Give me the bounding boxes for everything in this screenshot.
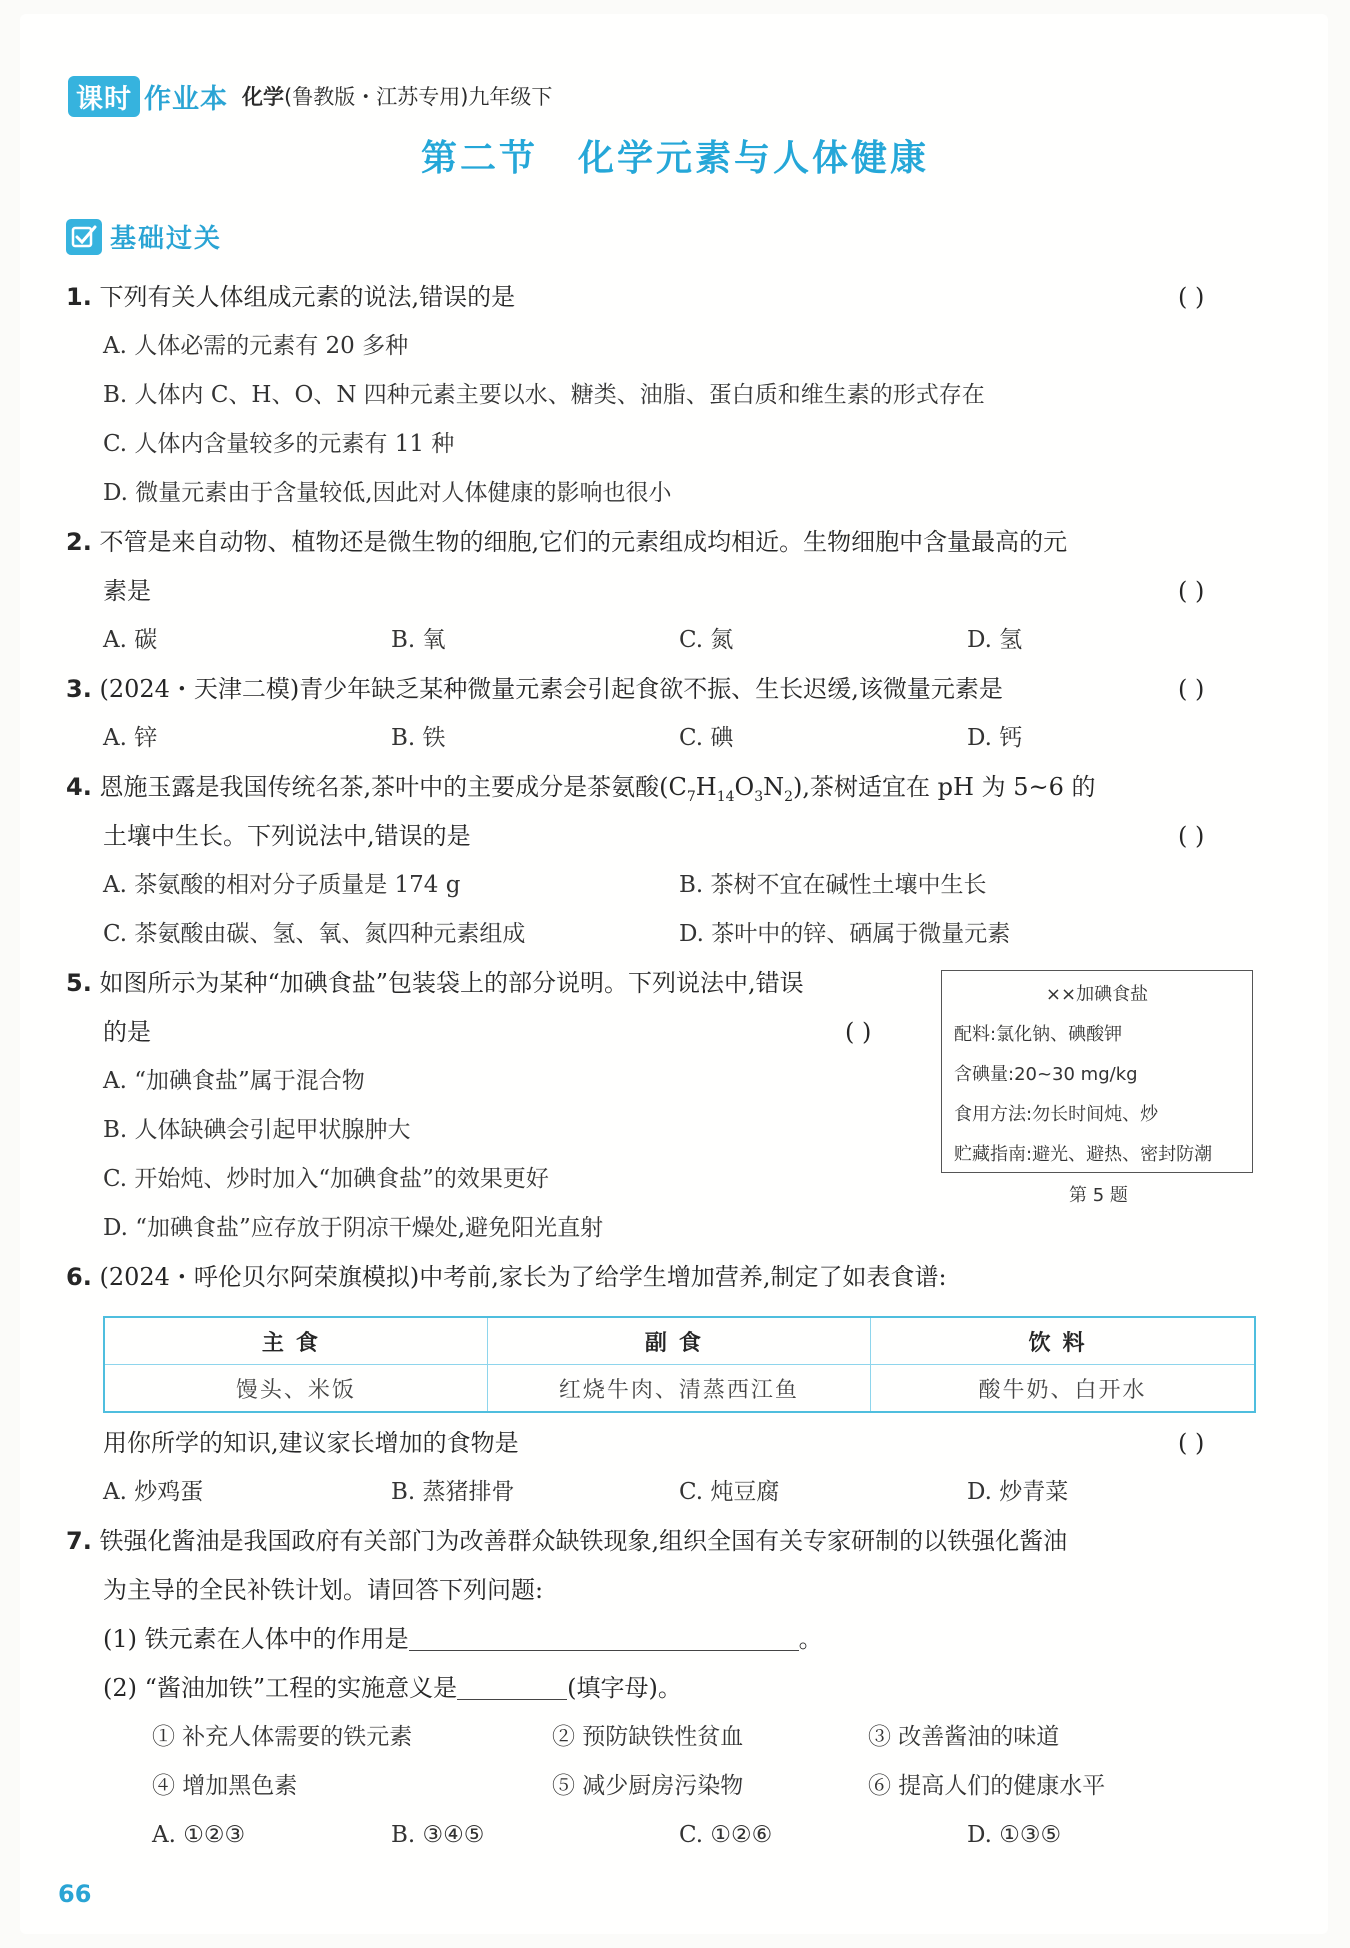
q7-option-b[interactable]: B. ③④⑤ (391, 1822, 485, 1848)
salt-label-iodine: 含碘量:20~30 mg/kg (954, 1064, 1138, 1085)
q2-option-c[interactable]: C. 氮 (679, 627, 734, 653)
q1-option-d[interactable]: D. 微量元素由于含量较低,因此对人体健康的影响也很小 (103, 480, 672, 506)
q2-option-d[interactable]: D. 氢 (967, 627, 1023, 653)
answer-paren[interactable]: ( ) (1178, 675, 1205, 703)
question-4-stem-cont: 土壤中生长。下列说法中,错误的是 (103, 822, 471, 850)
q1-option-b[interactable]: B. 人体内 C、H、O、N 四种元素主要以水、糖类、油脂、蛋白质和维生素的形式存在 (103, 382, 985, 408)
q7-item-1: ① 补充人体需要的铁元素 (152, 1724, 413, 1750)
brand-name: 作业本 (144, 83, 228, 115)
q7-item-4: ④ 增加黑色素 (152, 1773, 298, 1799)
page-title (0, 130, 1350, 181)
q3-option-d[interactable]: D. 钙 (967, 725, 1023, 751)
table-cell-side: 红烧牛肉、清蒸西江鱼 (487, 1365, 870, 1413)
question-4-stem: 4. 恩施玉露是我国传统名茶,茶叶中的主要成分是茶氨酸$(C_7H_{14}O_3N_2)$,茶树适宜在 pH 为 5~6 的 (66, 773, 1096, 805)
book-header (68, 76, 552, 116)
question-1-stem: 1. 下列有关人体组成元素的说法,错误的是 (66, 283, 516, 311)
question-2-stem-cont: 素是 (103, 577, 151, 605)
table-header-drink: 饮料 (871, 1317, 1255, 1365)
q6-option-a[interactable]: A. 炒鸡蛋 (103, 1479, 204, 1505)
q5-option-b[interactable]: B. 人体缺碘会引起甲状腺肿大 (103, 1117, 411, 1143)
table-header-staple: 主食 (104, 1317, 487, 1365)
fill-blank-2[interactable] (457, 1673, 567, 1700)
table-cell-drink: 酸牛奶、白开水 (871, 1365, 1255, 1413)
table-row (104, 1365, 1255, 1413)
question-3-stem: 3. (2024・天津二模)青少年缺乏某种微量元素会引起食欲不振、生长迟缓,该微量元素是 (66, 675, 1003, 703)
question-7-stem: 7. 铁强化酱油是我国政府有关部门为改善群众缺铁现象,组织全国有关专家研制的以铁强化酱油 (66, 1527, 1068, 1555)
question-5-stem: 5. 如图所示为某种“加碘食盐”包装袋上的部分说明。下列说法中,错误 (66, 969, 804, 997)
table-header-side: 副食 (487, 1317, 870, 1365)
q5-option-a[interactable]: A. “加碘食盐”属于混合物 (103, 1068, 365, 1094)
section-name: 化学元素与人体健康 (578, 137, 930, 179)
fill-blank-1[interactable] (409, 1624, 799, 1651)
answer-paren[interactable]: ( ) (1178, 822, 1205, 850)
q6-option-d[interactable]: D. 炒青菜 (967, 1479, 1069, 1505)
salt-label-figure (941, 970, 1253, 1173)
section-number: 第二节 (420, 137, 538, 179)
question-7-part-2: (2) “酱油加铁”工程的实施意义是 (填字母)。 (103, 1674, 682, 1702)
q6-option-b[interactable]: B. 蒸猪排骨 (391, 1479, 515, 1505)
salt-label-ingredients: 配料:氯化钠、碘酸钾 (954, 1024, 1123, 1045)
figure-caption: 第 5 题 (1069, 1185, 1128, 1206)
question-6-stem: 6. (2024・呼伦贝尔阿荣旗模拟)中考前,家长为了给学生增加营养,制定了如表食谱: (66, 1263, 947, 1291)
q7-option-d[interactable]: D. ①③⑤ (967, 1822, 1062, 1848)
q6-option-c[interactable]: C. 炖豆腐 (679, 1479, 780, 1505)
q4-option-d[interactable]: D. 茶叶中的锌、硒属于微量元素 (679, 921, 1011, 947)
q7-item-2: ② 预防缺铁性贫血 (552, 1724, 744, 1750)
q5-option-c[interactable]: C. 开始炖、炒时加入“加碘食盐”的效果更好 (103, 1166, 549, 1192)
edition: (鲁教版・江苏专用)九年级下 (284, 85, 553, 109)
answer-paren[interactable]: ( ) (845, 1018, 872, 1046)
q2-option-b[interactable]: B. 氧 (391, 627, 446, 653)
table-header-row (104, 1317, 1255, 1365)
brand-badge: 课时 (68, 76, 140, 117)
table-cell-staple: 馒头、米饭 (104, 1365, 487, 1413)
q3-option-b[interactable]: B. 铁 (391, 725, 446, 751)
answer-paren[interactable]: ( ) (1178, 577, 1205, 605)
q3-option-a[interactable]: A. 锌 (103, 725, 158, 751)
question-6-stem-cont: 用你所学的知识,建议家长增加的食物是 (103, 1429, 519, 1457)
section-heading (66, 218, 222, 255)
question-7-stem-cont: 为主导的全民补铁计划。请回答下列问题: (103, 1576, 544, 1604)
q3-option-c[interactable]: C. 碘 (679, 725, 734, 751)
q4-option-c[interactable]: C. 茶氨酸由碳、氢、氧、氮四种元素组成 (103, 921, 526, 947)
page-number: 66 (58, 1880, 92, 1908)
q7-option-c[interactable]: C. ①②⑥ (679, 1822, 773, 1848)
checkmark-icon (66, 219, 102, 255)
section-heading-label: 基础过关 (110, 224, 223, 254)
q1-option-c[interactable]: C. 人体内含量较多的元素有 11 种 (103, 431, 455, 457)
q2-option-a[interactable]: A. 碳 (103, 627, 158, 653)
salt-label-usage: 食用方法:勿长时间炖、炒 (954, 1104, 1159, 1125)
book-title (242, 81, 552, 111)
question-7-part-1: (1) 铁元素在人体中的作用是 。 (103, 1625, 823, 1653)
q7-item-3: ③ 改善酱油的味道 (868, 1724, 1060, 1750)
q7-option-a[interactable]: A. ①②③ (152, 1822, 246, 1848)
salt-label-storage: 贮藏指南:避光、避热、密封防潮 (954, 1144, 1213, 1165)
answer-paren[interactable]: ( ) (1178, 1429, 1205, 1457)
q1-option-a[interactable]: A. 人体必需的元素有 20 多种 (103, 333, 409, 359)
answer-paren[interactable]: ( ) (1178, 283, 1205, 311)
subject: 化学 (242, 85, 284, 109)
question-2-stem: 2. 不管是来自动物、植物还是微生物的细胞,它们的元素组成均相近。生物细胞中含量最高的元 (66, 528, 1068, 556)
question-5-stem-cont: 的是 (103, 1018, 151, 1046)
q7-item-5: ⑤ 减少厨房污染物 (552, 1773, 744, 1799)
q7-item-6: ⑥ 提高人们的健康水平 (868, 1773, 1106, 1799)
menu-table (103, 1316, 1256, 1413)
q5-option-d[interactable]: D. “加碘食盐”应存放于阴凉干燥处,避免阳光直射 (103, 1215, 604, 1241)
salt-label-title: ××加碘食盐 (1045, 984, 1149, 1005)
q4-option-a[interactable]: A. 茶氨酸的相对分子质量是 174 g (103, 872, 461, 898)
q4-option-b[interactable]: B. 茶树不宜在碱性土壤中生长 (679, 872, 987, 898)
